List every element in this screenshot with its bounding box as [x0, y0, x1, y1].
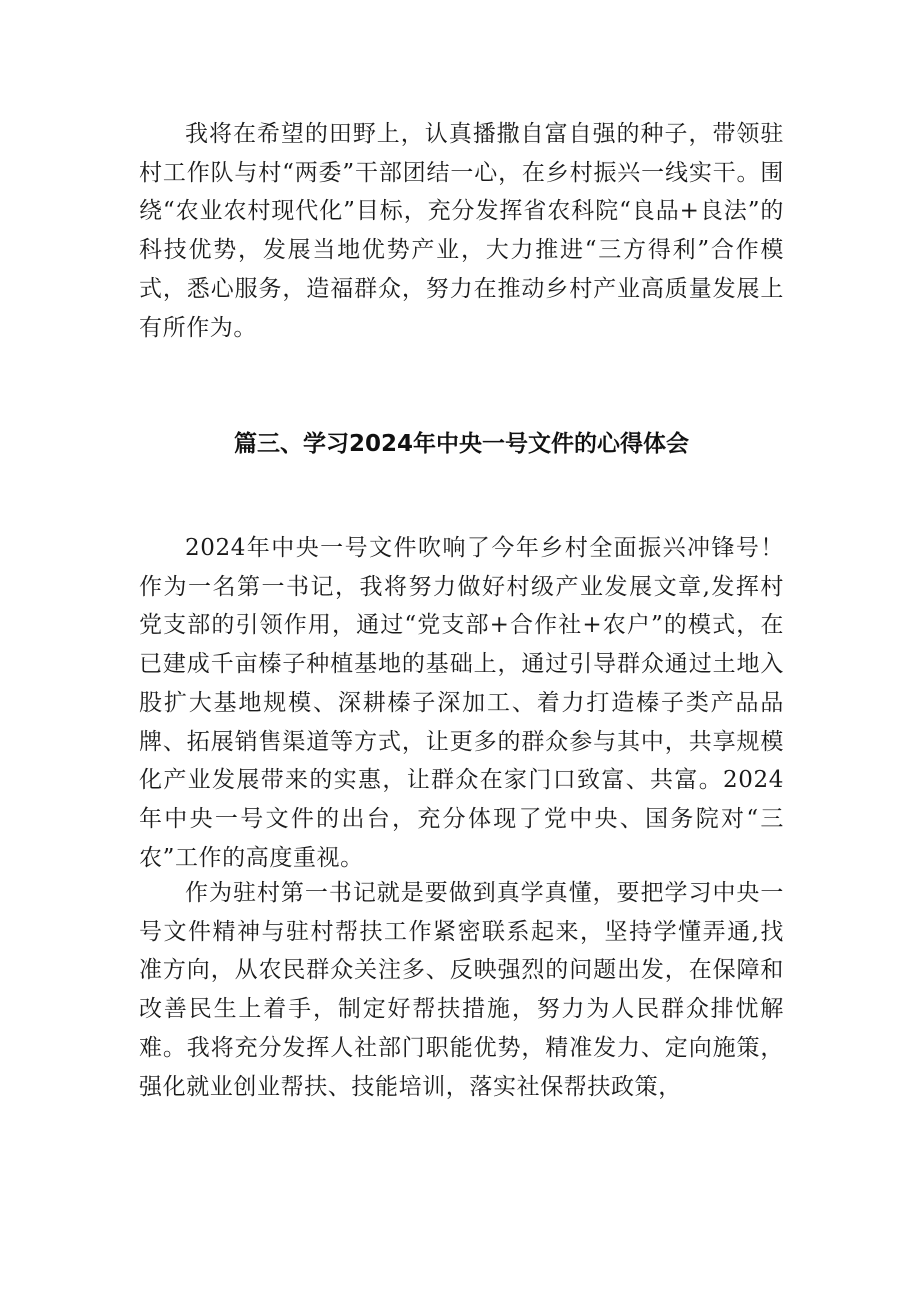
paragraph-body-1: 2024年中央一号文件吹响了今年乡村全面振兴冲锋号！作为一名第一书记，我将努力做好村级产业发展文章,发挥村党支部的引领作用，通过“党支部+合作社+农户”的模式，在已建成千亩榛子种植基地的基础上，通过引导群众通过土地入股扩大基地规模、深耕榛子深加工、着力打造榛子类产品品牌、拓展销售渠道等方式，让更多的群众参与其中，共享规模化产业发展带来的实惠，让群众在家门口致富、共富。2024年中央一号文件的出台，充分体现了党中央、国务院对“三农”工作的高度重视。	[139, 535, 784, 871]
section-title: 篇三、学习2024年中央一号文件的心得体会	[233, 431, 689, 457]
paragraph-intro: 我将在希望的田野上，认真播撒自富自强的种子，带领驻村工作队与村“两委”干部团结一心，在乡村振兴一线实干。围绕“农业农村现代化”目标，充分发挥省农科院“良品+良法”的科技优势，发展当地优势产业，大力推进“三方得利”合作模式，悉心服务，造福群众，努力在推动乡村产业高质量发展上有所作为。	[139, 121, 784, 341]
paragraph-body-2: 作为驻村第一书记就是要做到真学真懂，要把学习中央一号文件精神与驻村帮扶工作紧密联系起来，坚持学懂弄通,找准方向，从农民群众关注多、反映强烈的问题出发，在保障和改善民生上着手，制定好帮扶措施，努力为人民群众排忧解难。我将充分发挥人社部门职能优势，精准发力、定向施策，强化就业创业帮扶、技能培训，落实社保帮扶政策，	[139, 880, 784, 1100]
